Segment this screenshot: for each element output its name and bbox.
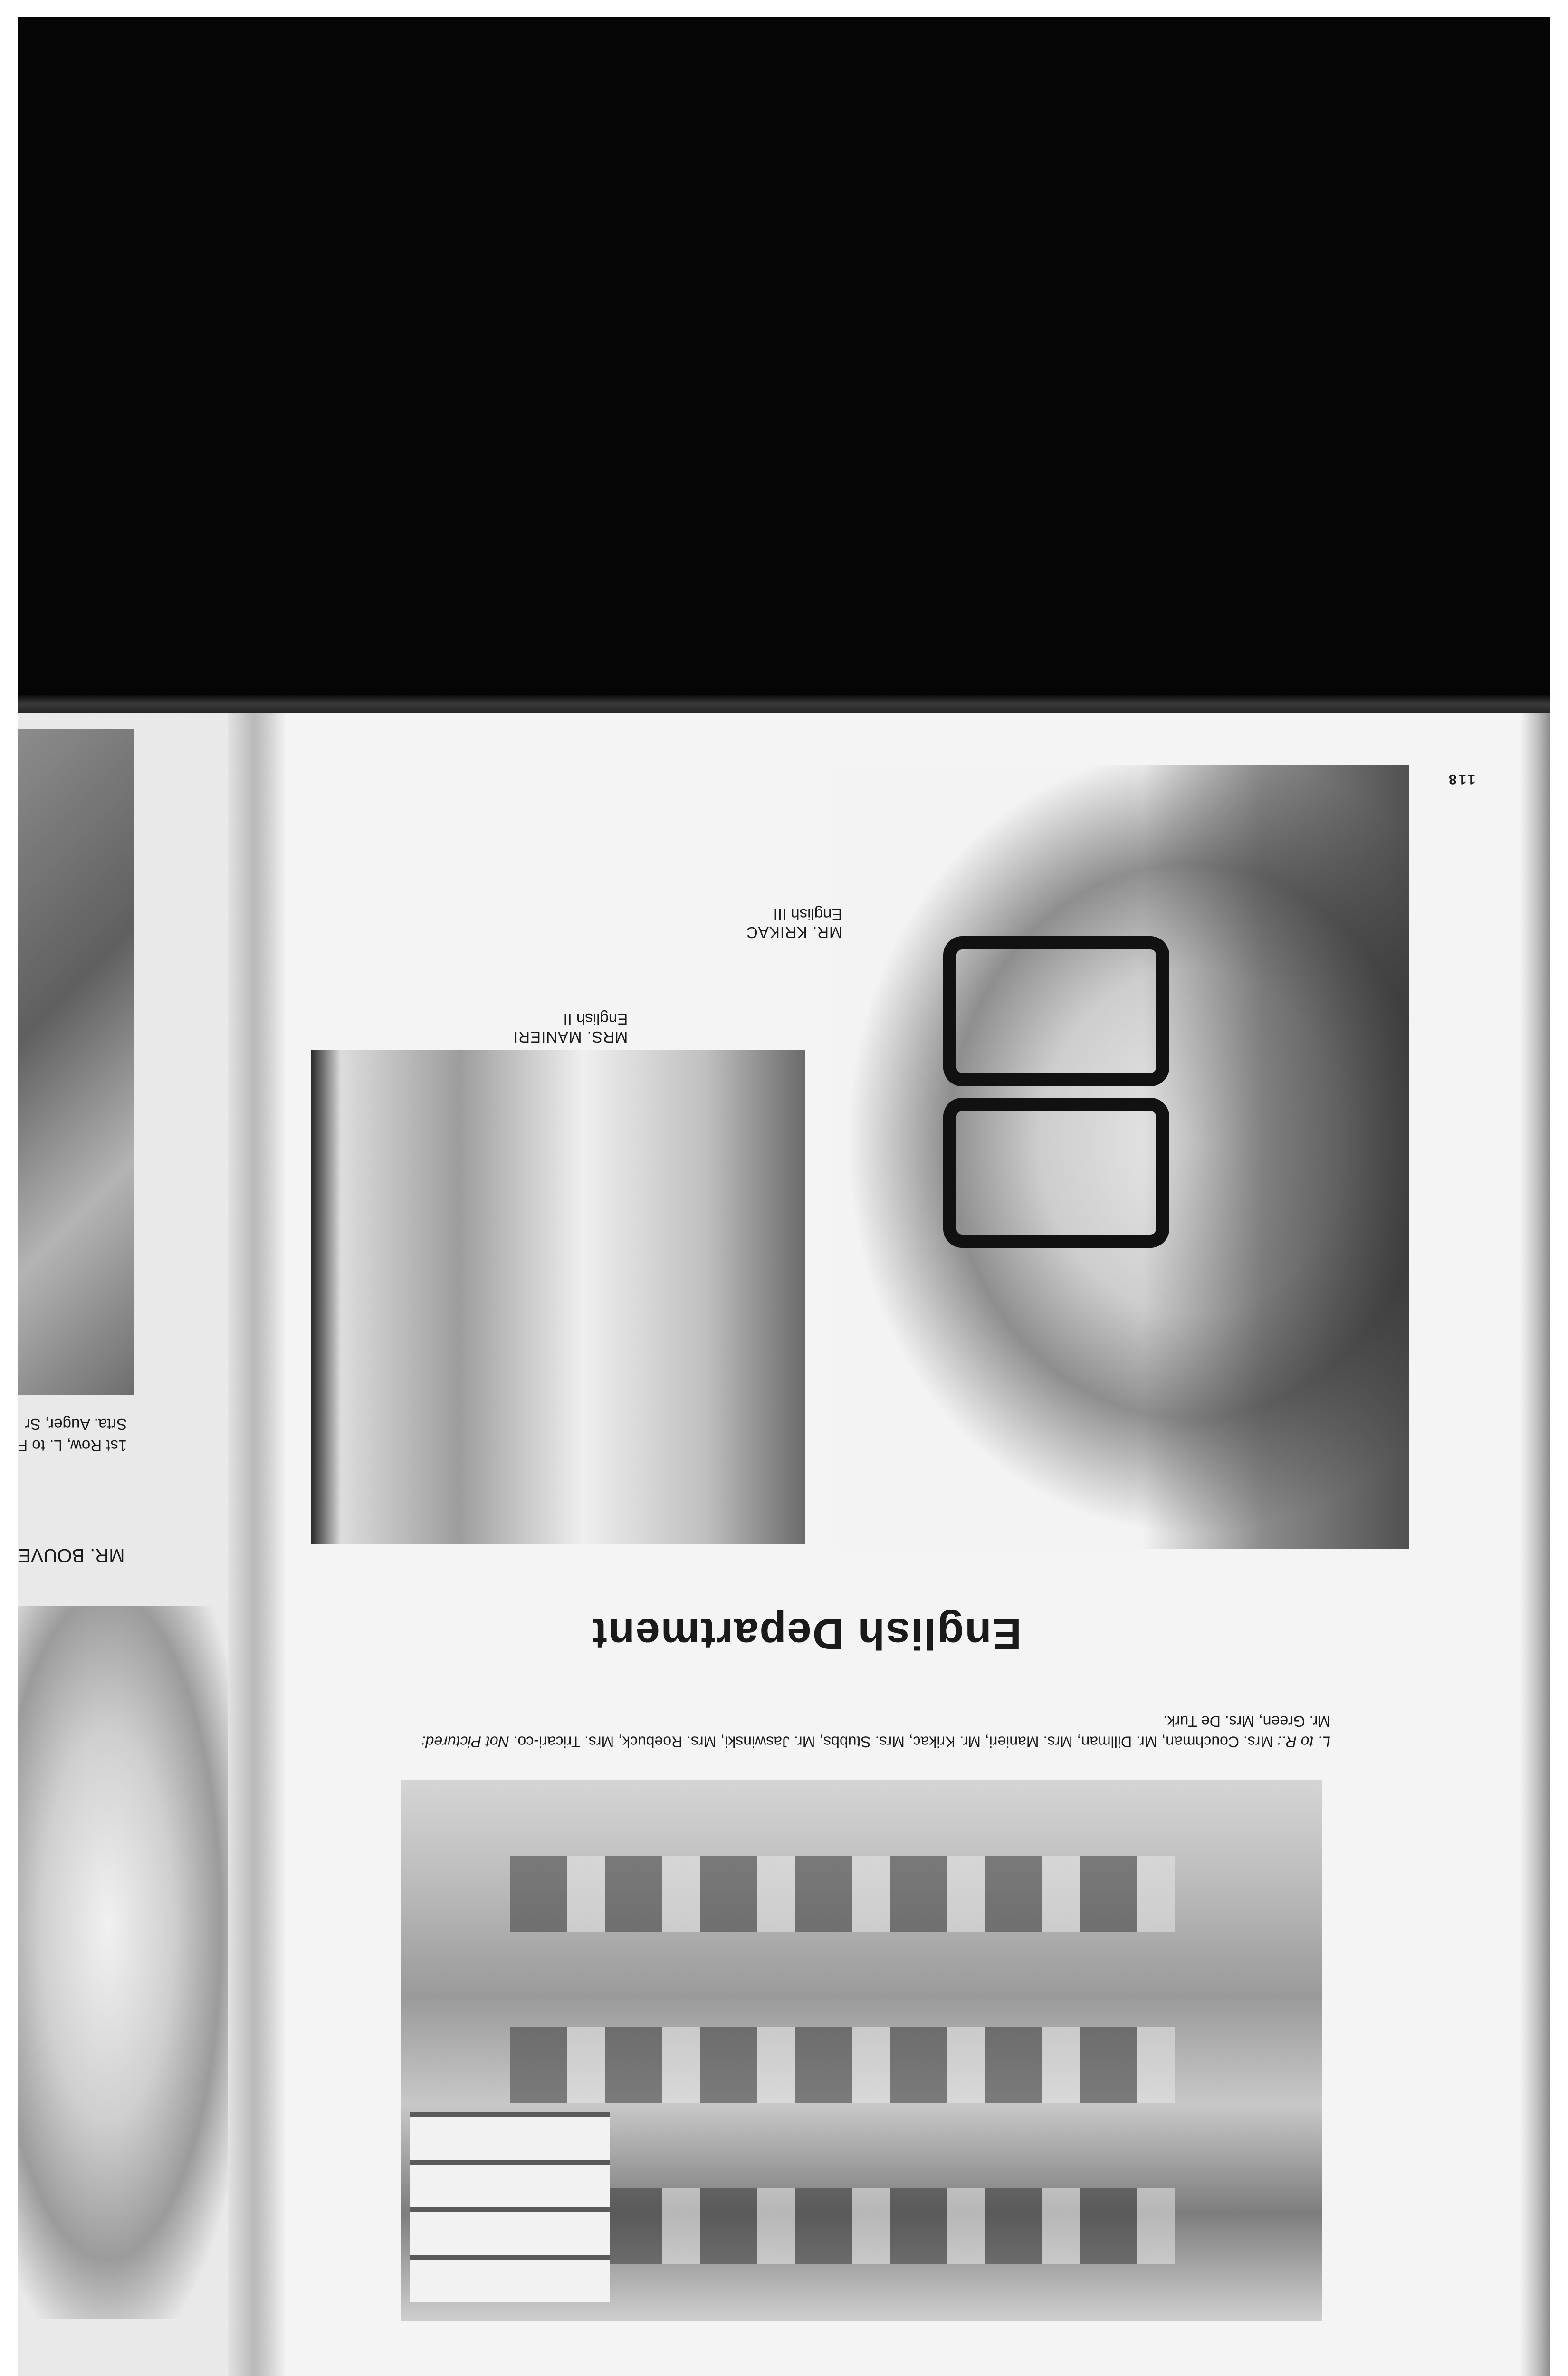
krikac-portrait-photo [834,765,1409,1549]
facing-page-photo-top [18,729,134,1395]
glasses-lens [943,1098,1169,1248]
portrait-hair [1143,765,1409,1549]
group-photo-caption [409,1711,1330,1752]
manieri-classroom-photo [311,1050,805,1544]
group-row [510,2027,1175,2103]
caption-subject: English III [773,906,842,923]
group-row [510,2188,1175,2264]
not-pictured-names: Mr. Green, Mrs. De Turk. [1163,1713,1330,1730]
facing-page-portrait-photo [18,1606,241,2319]
glasses-lens [943,936,1169,1086]
department-group-photo [401,1780,1322,2321]
caption-name: MRS. MANIERI [513,1028,628,1046]
caption-names: Mrs. Couchman, Mr. Dillman, Mrs. Manieri, Mr. Krikac, Mrs. Stubbs, Mr. Jaswinski, Mrs. Roebuck, Mrs. Tricari-co. [513,1733,1273,1751]
caption-lead: L. to R.: [1277,1733,1330,1751]
not-pictured-label: Not Pictured: [421,1733,509,1751]
facing-page-name-caption: MR. BOUVE [18,1545,125,1566]
page-number: 118 [1447,771,1476,787]
row-caption-line: Srta. Auger, Sr [25,1416,127,1434]
caption-name: MR. KRIKAC [746,924,842,941]
row-caption-line: 1st Row, L. to F [18,1437,127,1455]
manieri-caption [513,1010,628,1046]
caption-subject: English II [563,1010,628,1028]
page-edge [1520,713,1550,2376]
book-cover [18,17,1550,713]
facing-page-row-caption [18,1414,127,1456]
book-gutter [228,713,285,2376]
group-row [510,1856,1175,1932]
section-title: English Department [592,1610,1022,1658]
classroom-windows [410,2112,610,2302]
krikac-caption [746,905,842,941]
